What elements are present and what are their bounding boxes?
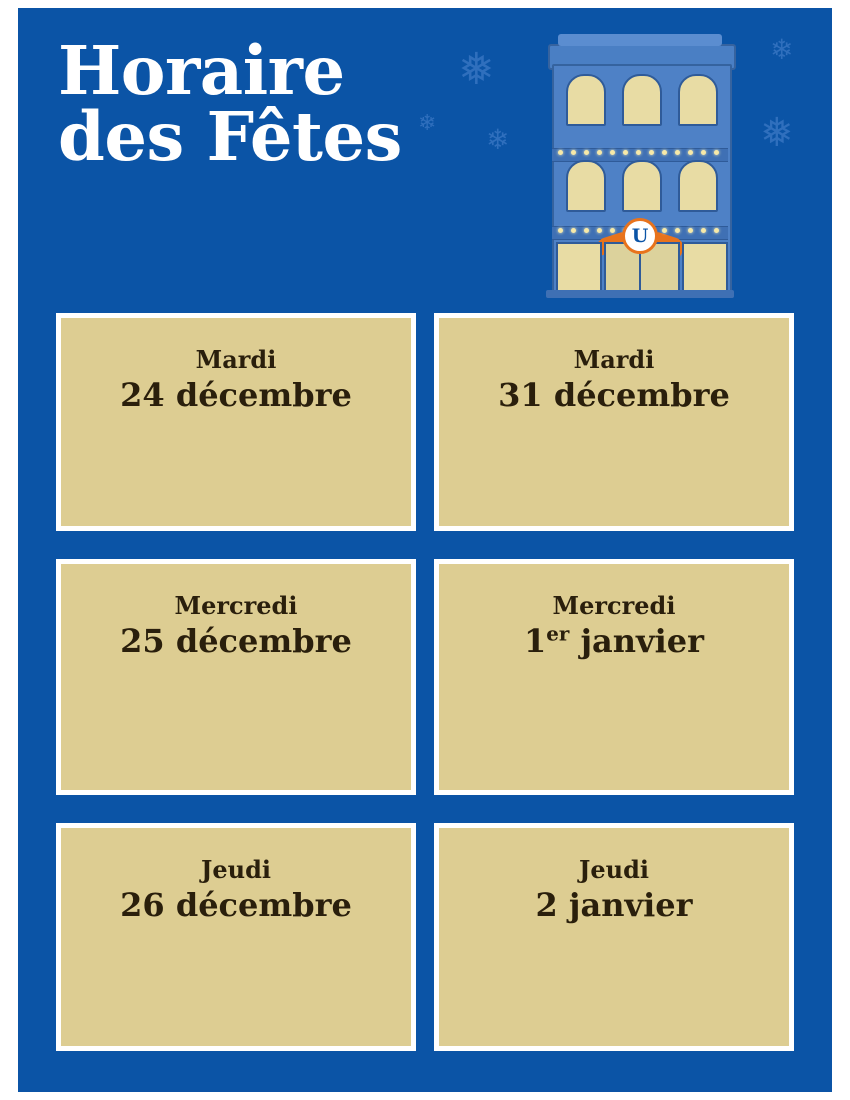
schedule-row bbox=[56, 823, 794, 1051]
string-light-bulb bbox=[701, 228, 706, 233]
snowflake-icon: ❄ bbox=[418, 111, 437, 136]
snowflake-icon: ❅ bbox=[458, 44, 495, 95]
poster-header bbox=[18, 8, 832, 308]
string-light-bulb bbox=[610, 228, 615, 233]
schedule-card bbox=[434, 559, 794, 795]
date-ordinal: er bbox=[546, 620, 570, 645]
string-light-bulb bbox=[714, 150, 719, 155]
string-light-bulb bbox=[636, 150, 641, 155]
schedule-grid bbox=[56, 313, 794, 1079]
page-title bbox=[58, 31, 488, 176]
schedule-card-day: Jeudi bbox=[579, 855, 649, 884]
schedule-card-date bbox=[61, 376, 411, 414]
storefront-illustration bbox=[542, 30, 738, 298]
schedule-card bbox=[434, 313, 794, 531]
string-light-bulb bbox=[610, 150, 615, 155]
date-number: 1 bbox=[523, 621, 547, 660]
building-roof-cap bbox=[558, 34, 722, 46]
snowflake-icon: ❄ bbox=[486, 123, 510, 156]
snowflake-icon: ❄ bbox=[770, 33, 794, 66]
string-light-bulb bbox=[662, 228, 667, 233]
string-light-bulb bbox=[649, 150, 654, 155]
string-light-bulb bbox=[714, 228, 719, 233]
schedule-card-day: Mercredi bbox=[174, 591, 298, 620]
string-light-bulb bbox=[675, 228, 680, 233]
date-month: décembre bbox=[164, 885, 352, 924]
building-window bbox=[622, 74, 662, 126]
schedule-card-date bbox=[439, 376, 789, 414]
schedule-card-day: Mardi bbox=[573, 345, 655, 374]
string-light-bulb bbox=[688, 150, 693, 155]
schedule-card bbox=[56, 559, 416, 795]
string-light-bulb bbox=[623, 150, 628, 155]
schedule-card-date bbox=[439, 622, 789, 660]
building-window bbox=[678, 160, 718, 212]
schedule-row bbox=[56, 313, 794, 531]
schedule-card bbox=[56, 313, 416, 531]
building-window bbox=[678, 74, 718, 126]
ground-floor-window bbox=[556, 242, 602, 296]
string-light-bulb bbox=[662, 150, 667, 155]
holiday-hours-poster bbox=[18, 8, 832, 1092]
date-month: décembre bbox=[164, 375, 352, 414]
schedule-card-date bbox=[439, 886, 789, 924]
building-window bbox=[622, 160, 662, 212]
schedule-card-date bbox=[61, 886, 411, 924]
building-window bbox=[566, 74, 606, 126]
schedule-card bbox=[434, 823, 794, 1051]
schedule-card-date bbox=[61, 622, 411, 660]
schedule-card-day: Mercredi bbox=[552, 591, 676, 620]
string-light-bulb bbox=[558, 228, 563, 233]
string-light-bulb bbox=[571, 150, 576, 155]
string-light-bulb bbox=[701, 150, 706, 155]
string-light-bulb bbox=[675, 150, 680, 155]
date-number: 31 bbox=[498, 375, 543, 414]
date-month: décembre bbox=[164, 621, 352, 660]
string-light-bulb bbox=[584, 228, 589, 233]
date-number: 26 bbox=[120, 885, 165, 924]
date-month: décembre bbox=[542, 375, 730, 414]
building-window bbox=[566, 160, 606, 212]
string-light-bulb bbox=[597, 150, 602, 155]
schedule-card-day: Jeudi bbox=[201, 855, 271, 884]
string-light-bulb bbox=[558, 150, 563, 155]
date-number: 24 bbox=[120, 375, 165, 414]
building-base bbox=[546, 290, 734, 298]
ground-floor-window bbox=[682, 242, 728, 296]
date-month: janvier bbox=[569, 621, 704, 660]
string-light-bulb bbox=[688, 228, 693, 233]
snowflake-icon: ❅ bbox=[760, 110, 794, 156]
title-line-2: des Fêtes bbox=[58, 96, 402, 176]
date-month: janvier bbox=[557, 885, 693, 924]
brand-logo: U bbox=[622, 218, 658, 254]
date-number: 25 bbox=[120, 621, 165, 660]
schedule-card-day: Mardi bbox=[195, 345, 277, 374]
string-light-bulb bbox=[597, 228, 602, 233]
title-line-1: Horaire bbox=[58, 31, 345, 110]
schedule-card bbox=[56, 823, 416, 1051]
string-light-bulb bbox=[584, 150, 589, 155]
schedule-row bbox=[56, 559, 794, 795]
string-light-bulb bbox=[571, 228, 576, 233]
date-number: 2 bbox=[535, 885, 558, 924]
